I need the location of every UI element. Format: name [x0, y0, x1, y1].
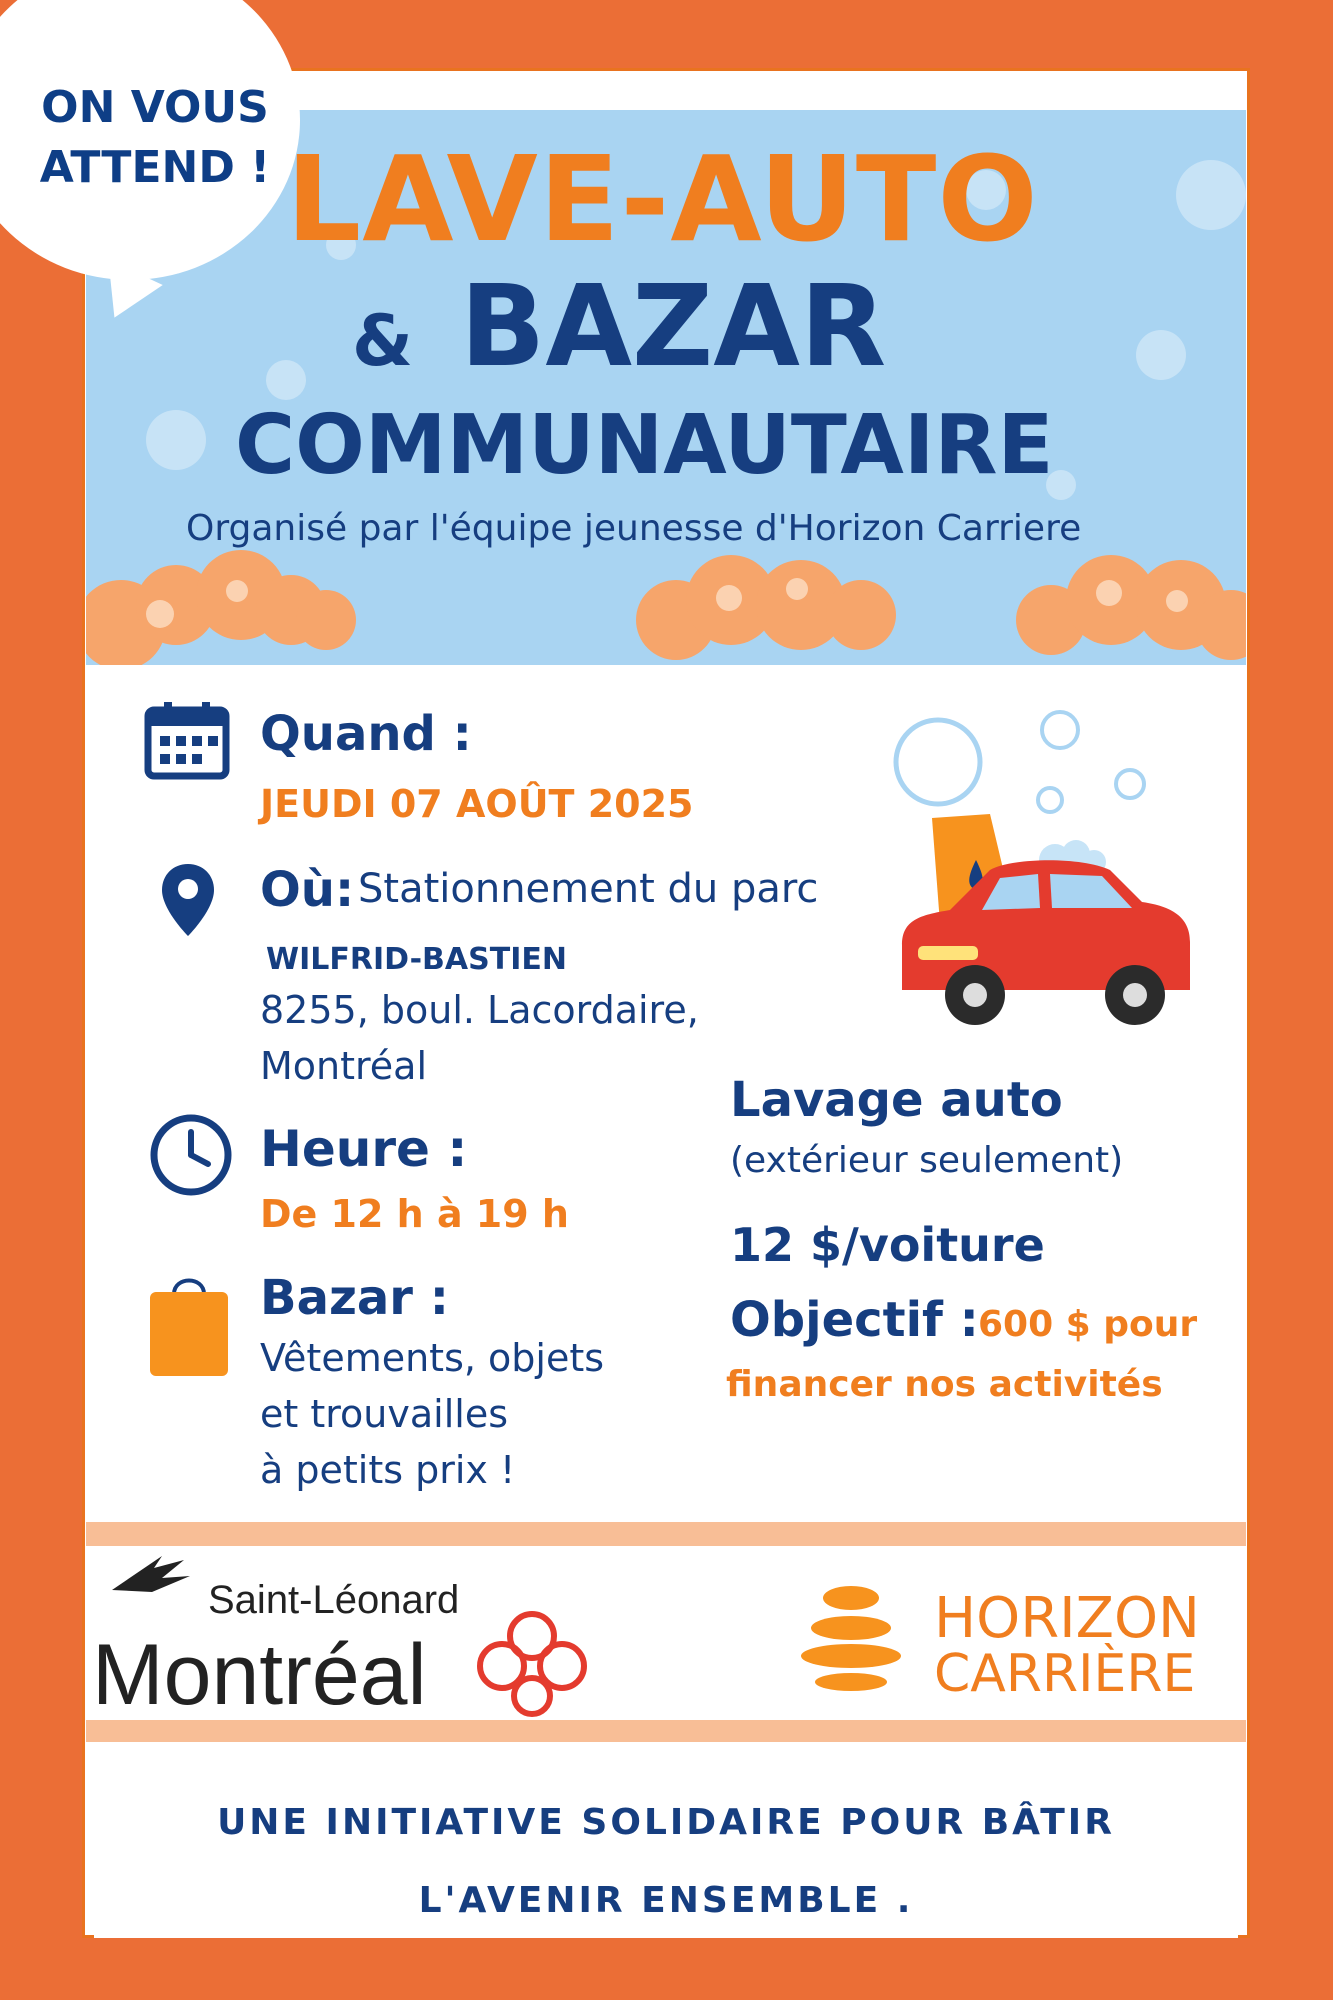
- title-bazar: BAZAR: [460, 262, 887, 392]
- bazar-line-1: Vêtements, objets: [260, 1336, 605, 1380]
- clock-icon: [148, 1112, 234, 1202]
- horizon-line-1: HORIZON: [934, 1586, 1200, 1651]
- title-lave-auto: LAVE-AUTO: [286, 130, 1039, 268]
- where-line-1: Stationnement du parc: [358, 866, 819, 912]
- title-ampersand: &: [352, 300, 414, 382]
- car-wash-illustration: [880, 710, 1210, 1054]
- montreal-borough: Saint-Léonard: [208, 1578, 460, 1622]
- where-label: Où:: [260, 862, 355, 918]
- where-line-2: WILFRID-BASTIEN: [266, 942, 567, 977]
- horizon-line-2: CARRIÈRE: [934, 1644, 1196, 1704]
- title-communautaire: COMMUNAUTAIRE: [235, 398, 1054, 493]
- logo-strip-top: [86, 1522, 1246, 1546]
- wash-note: (extérieur seulement): [730, 1140, 1124, 1181]
- shopping-bag-icon: [146, 1268, 232, 1384]
- goal-label: Objectif :: [730, 1292, 979, 1348]
- bazar-line-3: à petits prix !: [260, 1448, 516, 1492]
- footer-line-2: L'AVENIR ENSEMBLE .: [418, 1880, 914, 1921]
- montreal-city: Montréal: [92, 1627, 427, 1723]
- footer-tagline: [94, 1784, 1238, 1940]
- where-line-4: Montréal: [260, 1044, 428, 1088]
- location-pin-icon: [160, 862, 216, 942]
- badge-line-2: ATTEND !: [39, 142, 271, 193]
- goal-value: 600 $ pour: [978, 1304, 1198, 1345]
- wash-price: 12 $/voiture: [730, 1218, 1045, 1272]
- when-label: Quand :: [260, 706, 472, 762]
- bazar-label: Bazar :: [260, 1270, 449, 1326]
- bazar-line-2: et trouvailles: [260, 1392, 509, 1436]
- time-value: De 12 h à 19 h: [260, 1192, 569, 1236]
- horizon-carriere-logo-icon: [796, 1582, 906, 1696]
- time-label: Heure :: [260, 1120, 468, 1178]
- badge-line-1: ON VOUS: [41, 82, 269, 133]
- calendar-icon: [144, 700, 230, 784]
- where-line-3: 8255, boul. Lacordaire,: [260, 988, 699, 1032]
- organizer-line: Organisé par l'équipe jeunesse d'Horizon Carriere: [186, 508, 1082, 549]
- wash-title: Lavage auto: [730, 1072, 1063, 1128]
- when-value: JEUDI 07 AOÛT 2025: [260, 782, 694, 826]
- goal-value-2: financer nos activités: [726, 1364, 1163, 1405]
- footer-line-1: UNE INITIATIVE SOLIDAIRE POUR BÂTIR: [217, 1802, 1115, 1843]
